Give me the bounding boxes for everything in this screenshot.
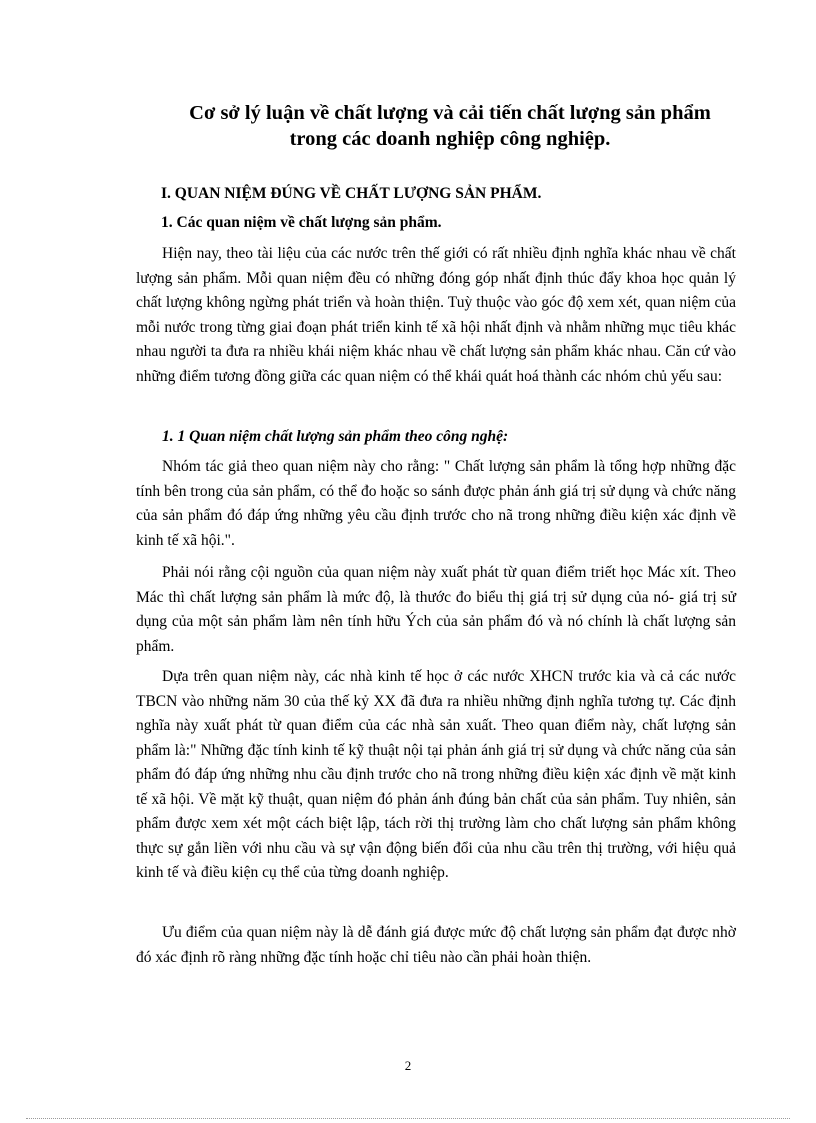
paragraph-1: Hiện nay, theo tài liệu của các nước trên thế giới có rất nhiều định nghĩa khác nhau về chất lượng sản phẩm. Mỗi quan niệm đều có những đóng góp nhất định thúc đẩy khoa học quản lý chất lượng không ngừng phát triển và hoàn thiện. Tuỳ thuộc vào góc độ xem xét, quan niệm của mỗi nước trong từng giai đoạn phát triển kinh tế xã hội nhất định và nhằm những mục tiêu khác nhau người ta đưa ra nhiều khái niệm khác nhau về chất lượng sản phẩm khác nhau. Căn cứ vào những điểm tương đồng giữa các quan niệm có thể khái quát hoá thành các nhóm chủ yếu sau: <box>136 245 736 385</box>
page-number: 2 <box>404 1058 412 1073</box>
paragraph-3: Phải nói rằng cội nguồn của quan niệm này xuất phát từ quan điểm triết học Mác xít. Theo Mác thì chất lượng sản phẩm là mức độ, là thước đo biểu thị giá trị sử dụng của nó- giá trị sử dụng của một sản phẩm làm nên tính hữu Ých của sản phẩm đó và nó chính là chất lượng sản phẩm. <box>136 564 736 655</box>
paragraph-4: Dựa trên quan niệm này, các nhà kinh tế học ở các nước XHCN trước kia và cả các nước TBCN vào những năm 30 của thế kỷ XX đã đưa ra nhiều những định nghĩa tương tự. Các định nghĩa này xuất phát từ quan điểm của các nhà sản xuất. Theo quan điểm này, chất lượng sản phẩm là:" Những đặc tính kinh tế kỹ thuật nội tại phản ánh giá trị sử dụng và chức năng của sản phẩm đó đáp ứng những nhu cầu định trước cho nã trong những điều kiện xác định về mặt kinh tế xã hội. Về mặt kỹ thuật, quan niệm đó phản ánh đúng bản chất của sản phẩm. Tuy nhiên, sản phẩm được xem xét một cách biệt lập, tách rời thị trường làm cho chất lượng sản phẩm không thực sự gắn liền với nhu cầu và sự vận động biến đổi của nhu cầu trên thị trường, với hiệu quả kinh tế và điều kiện cụ thể của từng doanh nghiệp. <box>136 668 736 881</box>
title-line-2: trong các doanh nghiệp công nghiệp. <box>289 128 611 150</box>
sub-sub-heading: 1. 1 Quan niệm chất lượng sản phẩm theo công nghệ: <box>162 428 509 445</box>
title-line-1: Cơ sở lý luận về chất lượng và cải tiến chất lượng sản phẩm <box>189 102 711 124</box>
document-title <box>130 100 770 152</box>
paragraph-2: Nhóm tác giả theo quan niệm này cho rằng: " Chất lượng sản phẩm là tổng hợp những đặc tính bên trong của sản phẩm, có thể đo hoặc so sánh được phản ánh giá trị sử dụng và chức năng của sản phẩm đó đáp ứng những yêu cầu định trước cho nã trong những điều kiện xác định về kinh tế xã hội.". <box>136 458 736 549</box>
page-bottom-divider <box>26 1118 790 1119</box>
sub-heading: 1. Các quan niệm về chất lượng sản phẩm. <box>161 214 442 231</box>
paragraph-5: Ưu điểm của quan niệm này là dễ đánh giá được mức độ chất lượng sản phẩm đạt được nhờ đó xác định rõ ràng những đặc tính hoặc chỉ tiêu nào cần phải hoàn thiện. <box>136 924 736 966</box>
section-heading: I. QUAN NIỆM ĐÚNG VỀ CHẤT LƯỢNG SẢN PHẨM. <box>161 185 542 202</box>
